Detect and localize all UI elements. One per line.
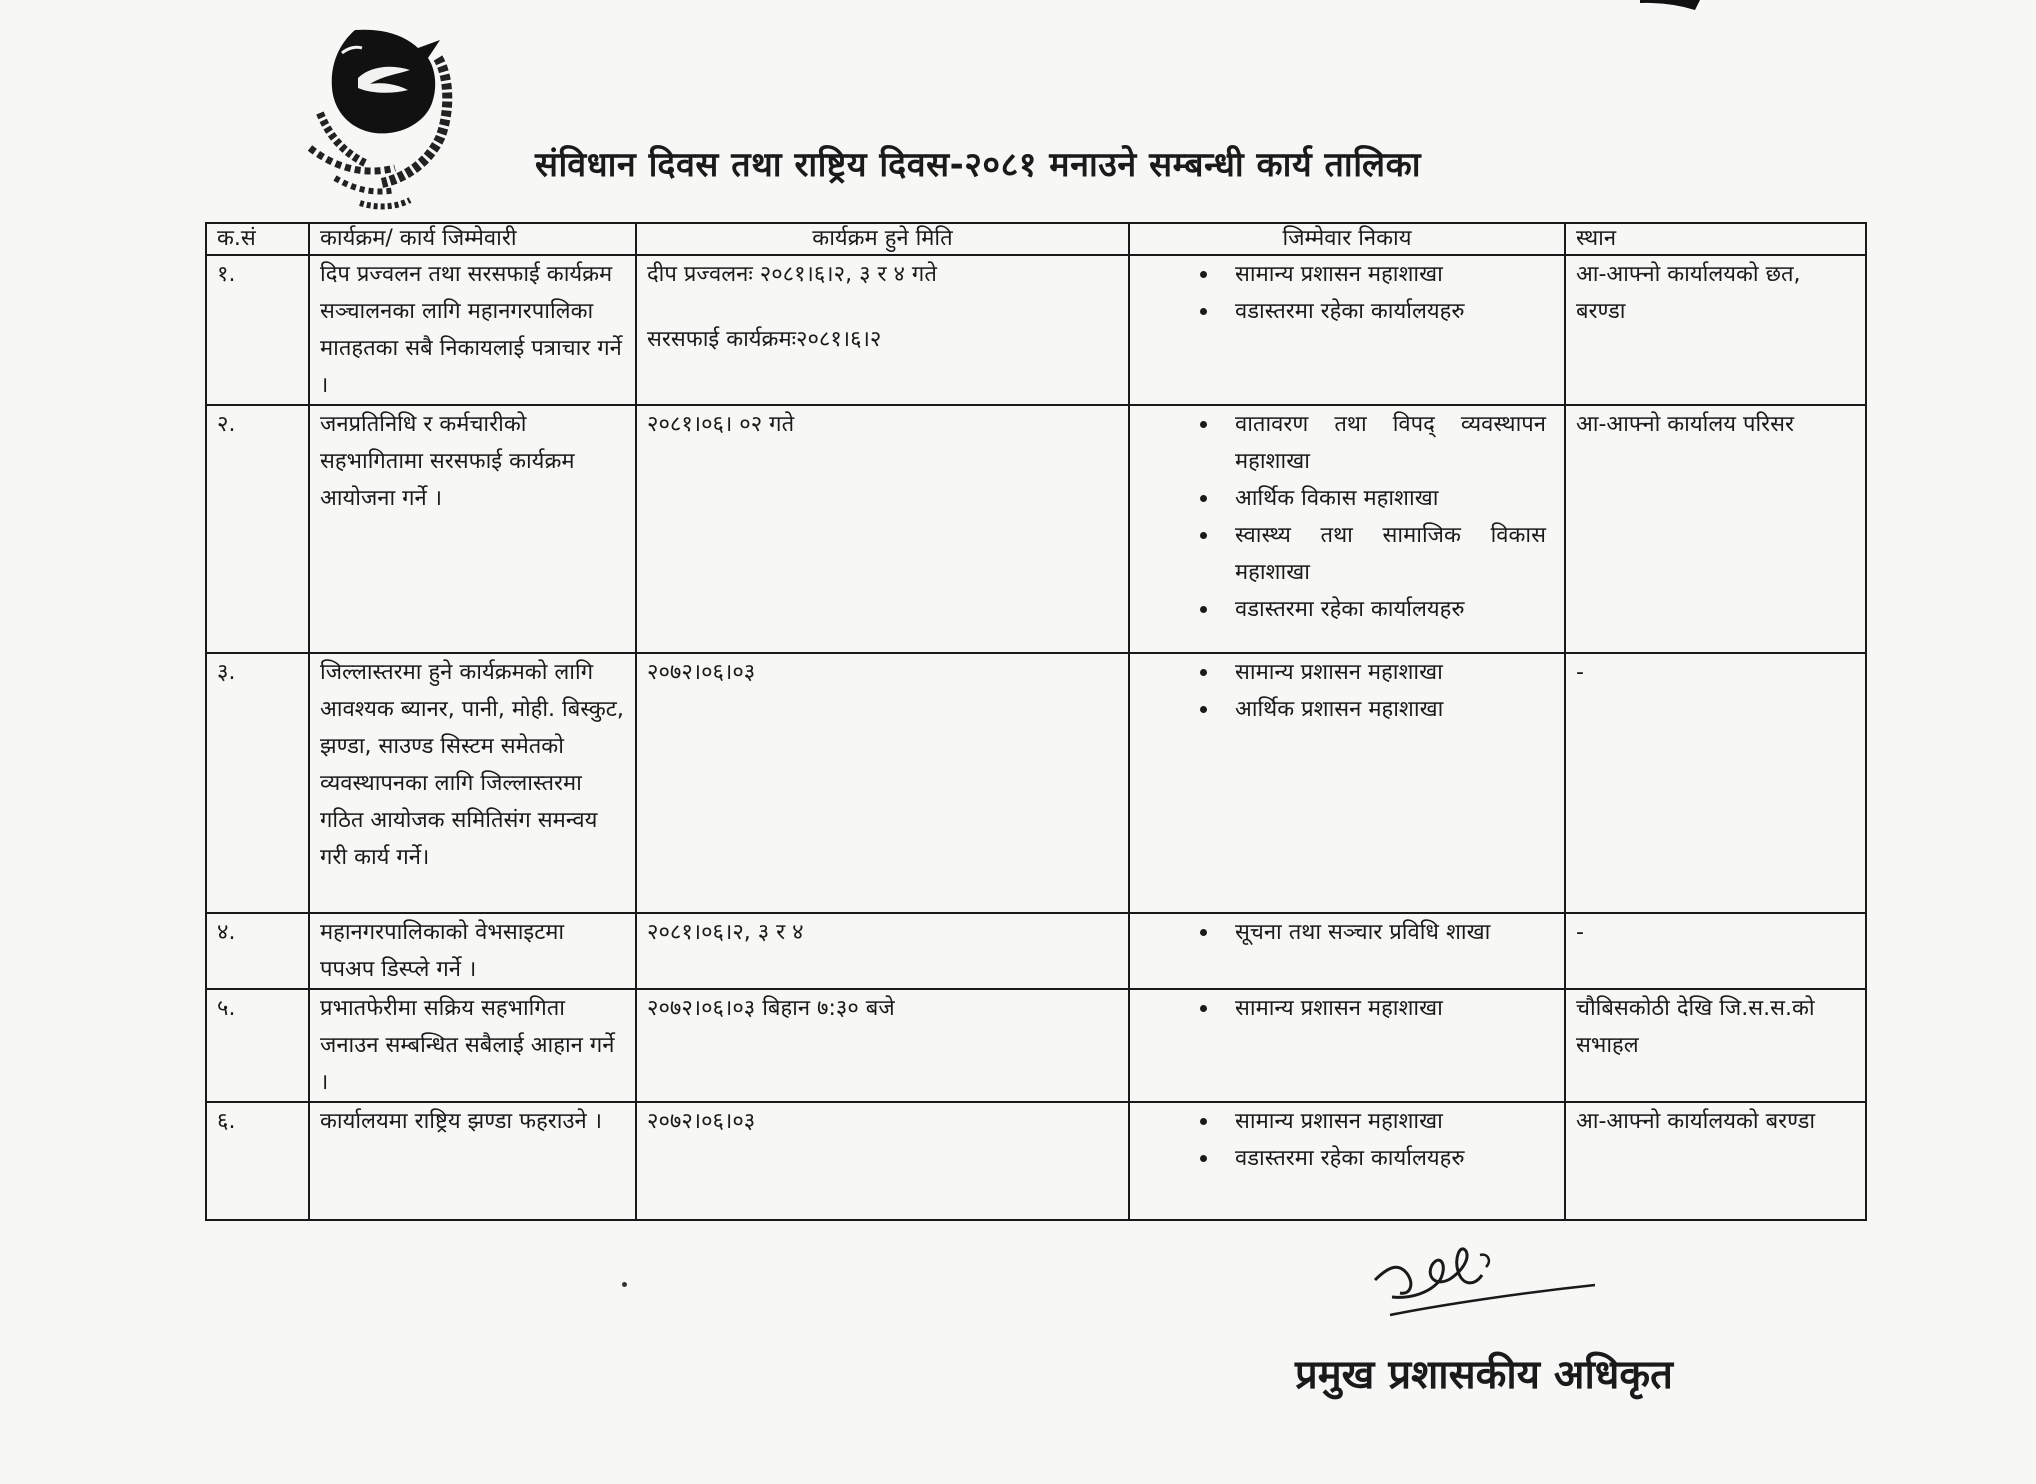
scan-speck [622, 1282, 627, 1287]
row-responsible-body [1129, 405, 1565, 653]
row-date [636, 255, 1129, 405]
list-item: वडास्तरमा रहेका कार्यालयहरु [1140, 293, 1554, 330]
table-header-row [206, 223, 1866, 255]
signatory-title: प्रमुख प्रशासकीय अधिकृत [1295, 1352, 1673, 1398]
schedule-table [205, 222, 1867, 1221]
row-program: कार्यालयमा राष्ट्रिय झण्डा फहराउने । [309, 1102, 636, 1220]
row-program: महानगरपालिकाको वेभसाइटमा पपअप डिस्प्ले गर्ने । [309, 913, 636, 989]
list-item: सामान्य प्रशासन महाशाखा [1140, 256, 1554, 293]
date-line: २०८१।०६। ०२ गते [647, 412, 795, 437]
list-item: सामान्य प्रशासन महाशाखा [1140, 654, 1554, 691]
list-item: आर्थिक विकास महाशाखा [1140, 480, 1554, 517]
row-location: आ-आफ्नो कार्यालयको बरण्डा [1565, 1102, 1866, 1220]
header-serial: क.सं [206, 223, 309, 255]
table-row [206, 653, 1866, 913]
list-item: वातावरण तथा विपद् व्यवस्थापन महाशाखा [1140, 406, 1554, 480]
date-line: २०७२।०६।०३ बिहान ७:३० बजे [647, 996, 895, 1021]
header-date: कार्यक्रम हुने मिति [636, 223, 1129, 255]
list-item: सामान्य प्रशासन महाशाखा [1140, 1103, 1554, 1140]
table-row [206, 989, 1866, 1102]
row-location: - [1565, 913, 1866, 989]
header-location: स्थान [1565, 223, 1866, 255]
row-program: प्रभातफेरीमा सक्रिय सहभागिता जनाउन सम्बन्धित सबैलाई आहान गर्ने । [309, 989, 636, 1102]
row-serial: २. [206, 405, 309, 653]
row-date [636, 989, 1129, 1102]
list-item: वडास्तरमा रहेका कार्यालयहरु [1140, 591, 1554, 628]
row-date [636, 405, 1129, 653]
header-program: कार्यक्रम/ कार्य जिम्मेवारी [309, 223, 636, 255]
signature-mark [1370, 1235, 1600, 1335]
table-row [206, 405, 1866, 653]
list-item: स्वास्थ्य तथा सामाजिक विकास महाशाखा [1140, 517, 1554, 591]
date-line: दीप प्रज्वलनः २०८१।६।२, ३ र ४ गते [647, 262, 937, 287]
row-program: दिप प्रज्वलन तथा सरसफाई कार्यक्रम सञ्चालनका लागि महानगरपालिका मातहतका सबै निकायलाई पत्राचार गर्ने । [309, 255, 636, 405]
row-location: आ-आफ्नो कार्यालय परिसर [1565, 405, 1866, 653]
page-title: संविधान दिवस तथा राष्ट्रिय दिवस-२०८१ मनाउने सम्बन्धी कार्य तालिका [535, 145, 1421, 185]
row-location: - [1565, 653, 1866, 913]
list-item: सूचना तथा सञ्चार प्रविधि शाखा [1140, 914, 1554, 951]
row-responsible-body [1129, 1102, 1565, 1220]
date-line: सरसफाई कार्यक्रमः२०८१।६।२ [647, 327, 882, 352]
table-row [206, 255, 1866, 405]
list-item: आर्थिक प्रशासन महाशाखा [1140, 691, 1554, 728]
row-responsible-body [1129, 989, 1565, 1102]
row-date [636, 653, 1129, 913]
table-row [206, 913, 1866, 989]
table-row [206, 1102, 1866, 1220]
row-responsible-body [1129, 653, 1565, 913]
scan-edge-mark [1640, 0, 1700, 12]
municipality-seal [300, 18, 500, 213]
row-location: चौबिसकोठी देखि जि.स.स.को सभाहल [1565, 989, 1866, 1102]
row-serial: ५. [206, 989, 309, 1102]
row-serial: ६. [206, 1102, 309, 1220]
list-item: वडास्तरमा रहेका कार्यालयहरु [1140, 1140, 1554, 1177]
row-date [636, 913, 1129, 989]
row-serial: १. [206, 255, 309, 405]
row-program: जिल्लास्तरमा हुने कार्यक्रमको लागि आवश्यक ब्यानर, पानी, मोही. बिस्कुट, झण्डा, साउण्ड सिस्टम समेतको व्यवस्थापनका लागि जिल्लास्तरमा गठित आयोजक समितिसंग समन्वय गरी कार्य गर्ने। [309, 653, 636, 913]
row-serial: ३. [206, 653, 309, 913]
date-line: २०८१।०६।२, ३ र ४ [647, 920, 804, 945]
row-responsible-body [1129, 255, 1565, 405]
row-program: जनप्रतिनिधि र कर्मचारीको सहभागितामा सरसफाई कार्यक्रम आयोजना गर्ने । [309, 405, 636, 653]
date-line: २०७२।०६।०३ [647, 1109, 756, 1134]
row-responsible-body [1129, 913, 1565, 989]
row-serial: ४. [206, 913, 309, 989]
header-responsible-body: जिम्मेवार निकाय [1129, 223, 1565, 255]
row-location: आ-आफ्नो कार्यालयको छत, बरण्डा [1565, 255, 1866, 405]
date-line: २०७२।०६।०३ [647, 660, 756, 685]
row-date [636, 1102, 1129, 1220]
list-item: सामान्य प्रशासन महाशाखा [1140, 990, 1554, 1027]
